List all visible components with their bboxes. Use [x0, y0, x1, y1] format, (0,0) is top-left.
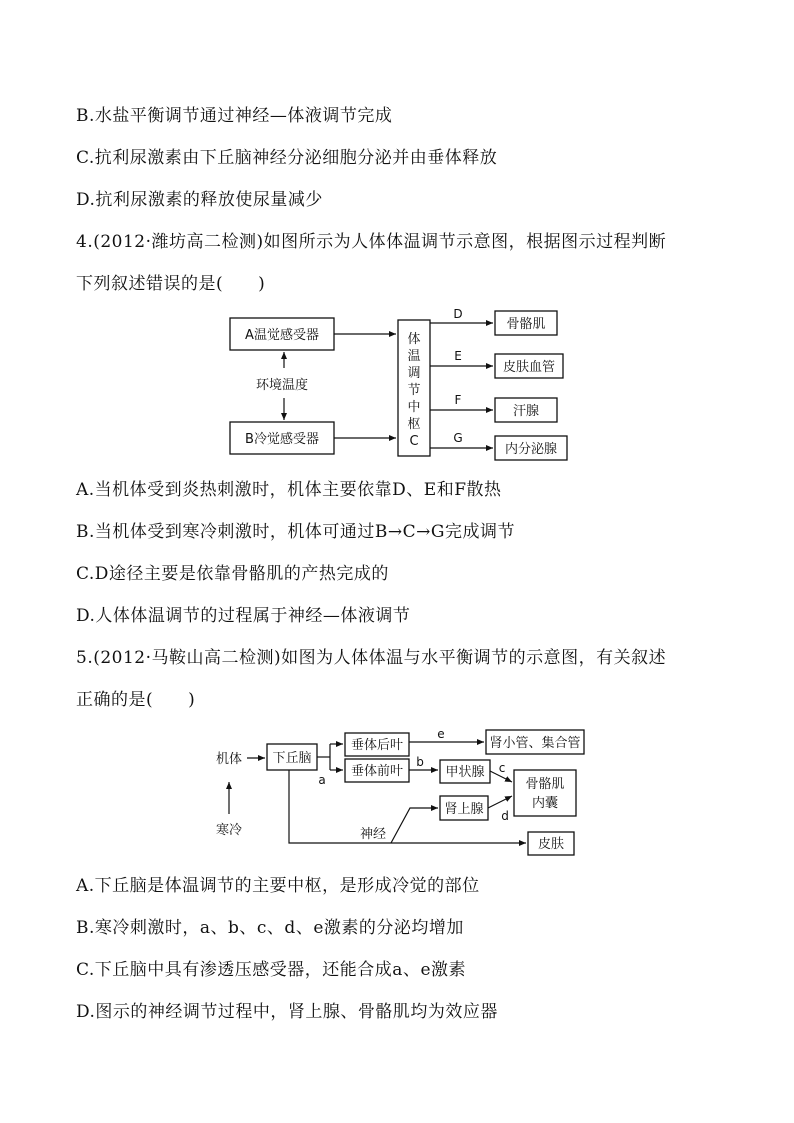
q5-option-b: B.寒冷刺激时，a、b、c、d、e激素的分泌均增加 — [76, 918, 464, 938]
skin-label: 皮肤 — [537, 837, 565, 852]
adrenal-label: 肾上腺 — [444, 802, 484, 817]
path-f-label: F — [454, 393, 462, 407]
label-a: a — [318, 773, 326, 787]
q4-option-c: C.D途径主要是依靠骨骼肌的产热完成的 — [76, 564, 389, 584]
target-endocrine-label: 内分泌腺 — [504, 442, 558, 457]
q5-stem-line-2: 正确的是( ) — [76, 690, 196, 710]
center-char-2: 温 — [407, 349, 421, 364]
cold-receptor-label: B冷觉感受器 — [245, 432, 319, 447]
center-char-5: 中 — [407, 400, 421, 415]
target-muscle-label: 骨骼肌 — [506, 317, 546, 332]
q5-option-a: A.下丘脑是体温调节的主要中枢，是形成冷觉的部位 — [76, 876, 480, 896]
path-g-label: G — [453, 431, 463, 445]
hypothalamus-label: 下丘脑 — [272, 751, 312, 766]
center-char-6: 枢 — [407, 417, 421, 432]
center-char-4: 节 — [407, 383, 421, 398]
center-char-7: C — [409, 434, 419, 449]
label-d: d — [501, 809, 509, 823]
muscle-label: 骨骼肌 — [525, 777, 565, 792]
q4-stem-line-2: 下列叙述错误的是( ) — [76, 274, 266, 294]
path-d-arrow — [488, 796, 512, 808]
q4-option-a: A.当机体受到炎热刺激时，机体主要依靠D、E和F散热 — [76, 480, 502, 500]
warm-receptor-label: A温觉感受器 — [245, 328, 319, 343]
label-e: e — [437, 727, 445, 741]
thyroid-label: 甲状腺 — [445, 765, 485, 780]
target-sweat-gland-label: 汗腺 — [512, 404, 540, 419]
center-char-1: 体 — [407, 332, 421, 347]
path-e-label: E — [454, 349, 462, 363]
path-d-label: D — [453, 307, 463, 321]
center-char-3: 调 — [407, 366, 421, 381]
label-c: c — [498, 761, 506, 775]
q5-option-d: D.图示的神经调节过程中，肾上腺、骨骼肌均为效应器 — [76, 1002, 498, 1022]
q4-option-d: D.人体体温调节的过程属于神经—体液调节 — [76, 606, 411, 626]
q3-option-d: D.抗利尿激素的释放使尿量减少 — [76, 190, 323, 210]
q4-option-b: B.当机体受到寒冷刺激时，机体可通过B→C→G完成调节 — [76, 522, 515, 542]
post-pituitary-label: 垂体后叶 — [350, 738, 404, 753]
env-temp-label: 环境温度 — [255, 378, 309, 393]
muscle-label-2: 内囊 — [531, 796, 559, 811]
kidney-tubule-label: 肾小管、集合管 — [489, 736, 581, 751]
ant-pituitary-label: 垂体前叶 — [350, 764, 404, 779]
q3-option-b: B.水盐平衡调节通过神经—体液调节完成 — [76, 106, 393, 126]
cold-label: 寒冷 — [215, 823, 243, 838]
nerve-label: 神经 — [359, 827, 387, 842]
body-label: 机体 — [215, 752, 243, 767]
nerve-to-adrenal-arrow — [391, 808, 438, 843]
target-skin-vessel-label: 皮肤血管 — [502, 360, 556, 375]
q3-option-c: C.抗利尿激素由下丘脑神经分泌细胞分泌并由垂体释放 — [76, 148, 498, 168]
label-b: b — [416, 755, 424, 769]
q5-stem-line-1: 5.(2012·马鞍山高二检测)如图为人体体温与水平衡调节的示意图，有关叙述 — [76, 648, 667, 668]
q4-stem-line-1: 4.(2012·潍坊高二检测)如图所示为人体体温调节示意图，根据图示过程判断 — [76, 232, 667, 252]
q5-option-c: C.下丘脑中具有渗透压感受器，还能合成a、e激素 — [76, 960, 467, 980]
